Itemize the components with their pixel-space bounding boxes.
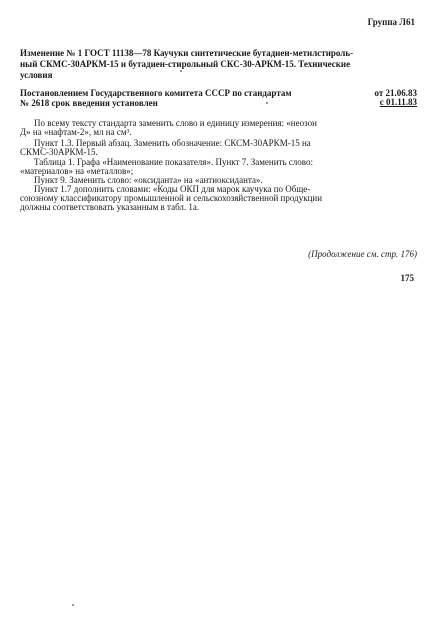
decree-line-2: № 2618 срок введения установлен: [20, 98, 158, 108]
body-line-4: СКМС-30АРКМ-15.: [20, 147, 98, 157]
title-line-2: ный СКМС-30АРКМ-15 и бутадиен-стирольный СКС-30-АРКМ-15. Технические: [20, 59, 351, 69]
scan-speck: [180, 70, 182, 72]
body-line-9: союзному классификатору промышленной и сельскохозяйственной продукции: [20, 193, 323, 203]
decree-date: от 21.06.83: [374, 88, 417, 98]
effective-date-value: с 01.11.83: [379, 97, 417, 107]
body-line-5: Таблица 1. Графа «Наименование показателя». Пункт 7. Заменить слово:: [34, 157, 313, 167]
body-line-3: Пункт 1.3. Первый абзац. Заменить обозначение: СКСМ-30АРКМ-15 на: [34, 138, 311, 148]
continuation-note: (Продолжение см. стр. 176): [308, 249, 417, 259]
group-code: Группа Л61: [367, 17, 415, 27]
title-line-1: Изменение № 1 ГОСТ 11138—78 Каучуки синтетические бутадиен-метилстироль-: [20, 48, 354, 58]
body-line-8: Пункт 1.7 дополнить словами: «Коды ОКП для марок каучука по Обще-: [34, 184, 311, 194]
body-line-10: должны соответствовать указанным в табл. 1а.: [20, 202, 200, 212]
body-line-7: Пункт 9. Заменить слово: «оксиданта» на «антиоксиданта».: [34, 175, 263, 185]
scan-speck: [72, 604, 74, 606]
document-title: [20, 48, 353, 81]
decree-text: [20, 88, 291, 108]
body-line-6: «материалов» на «металлов»;: [20, 166, 134, 176]
title-line-3: условия: [20, 70, 53, 80]
scan-speck: [266, 102, 268, 104]
decree-line-1: Постановлением Государственного комитета СССР по стандартам: [20, 88, 292, 98]
page-number: 175: [400, 273, 414, 283]
body-line-1: По всему тексту стандарта заменить слово и единицу измерения: «неозон: [34, 118, 317, 128]
body-line-2: Д» на «нафтам-2», мл на см³.: [20, 127, 132, 137]
effective-date: [380, 97, 417, 107]
